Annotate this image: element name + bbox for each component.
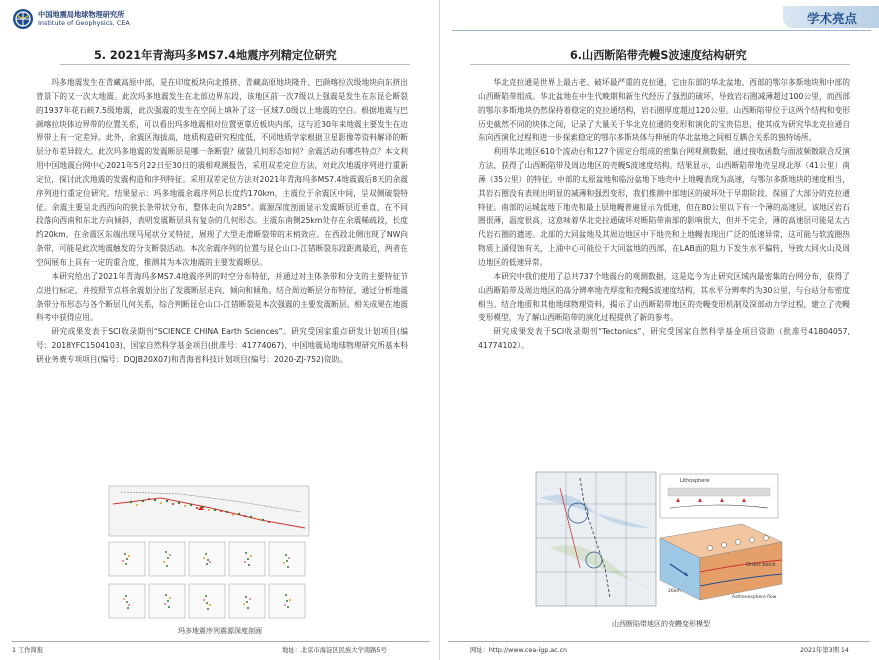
left-article-title: 5. 2021年青海玛多MS7.4地震序列精定位研究 bbox=[94, 49, 337, 62]
institute-name-en: Institute of Geophysics, CEA bbox=[38, 19, 130, 28]
lithosphere-label: Lithosphere bbox=[680, 478, 710, 484]
right-footer-rule bbox=[448, 641, 870, 642]
right-paragraph: 华北克拉通是世界上最古老、破坏最严重的克拉通，它由东部的华北盆地、西部的鄂尔多斯地块和中部的山西断陷带组成。华北盆地在中生代晚期和新生代经历了强烈的破坏，导致岩石圈减薄超过100公里，而西部的鄂尔多斯地块仍然保持着稳定的克拉通结构，岩石圈厚度超过120公里。山西断陷带位于这两个结构和变形历史截然不同的块体之间，记录了大量关于华北克拉通的变形和演化的宝贵信息，使其成为研究华北克拉通自东向西演化过程和进一步探索稳定的鄂尔多斯块体与伸展的华北盆地之间相互耦合关系的独特场所。 bbox=[478, 78, 850, 143]
left-title-rule bbox=[60, 64, 410, 65]
right-title-rule bbox=[470, 64, 850, 65]
right-issue-page: 2021年第3期 14 bbox=[800, 647, 849, 654]
left-figure-caption: 玛多地震序列震源深度剖面 bbox=[178, 627, 262, 635]
right-paragraph: 研究成果发表于SCI收录期刊“Tectonics”，研究受国家自然科学基金项目资助（批准号41804057, 41774102）。 bbox=[478, 327, 850, 351]
left-page bbox=[0, 0, 439, 660]
section-label: 学术亮点 bbox=[806, 11, 857, 26]
left-paragraph: 玛多地震发生在青藏高原中部，是在印度板块向北推挤、青藏高原地块隆升、巴颜喀拉次级地块向东挤出背景下的又一次大地震。此次玛多地震发生在北部边界东段，该地区前一次7级以上强震是发生在东昆仑断裂的1937年花石峡7.5级地震，此次强震的发生在空间上填补了这一区域7.0级以上地震的空白。根据地震与巴颜喀拉块体边界带的位置关系，可以看出玛多地震相对位置更靠近板块内部，这与近30年来地震主要发生在边界带上有一定差异。此外，余震区海拔高，地质构造研究程度低，不同地质学家根据卫星影像等资料解译的断层分布差异较大。此次玛多地震的发震断层是哪一条断裂？破裂几何形态如何？余震活动有哪些特点？本文利用中国地震台网中心2021年5月22日至30日的震相观测报告，采用双差定位方法，对此次地震序列进行重新定位，探讨此次地震的发震构造和序列特征。采用双差定位方法对2021年青海玛多MS7.4地震震后8天的余震序列进行重定位研究。结果显示：玛多地震余震序列总长度约170km，主震位于余震区中间，呈双侧破裂特征。余震主要呈北西西向的狭长条带状分布，整体走向为285°。震源深度剖面显示发震断层近垂直，在不同段落向西南和东北方向倾斜，表明发震断层具有复杂的几何形态。主震东南侧25km处存在余震稀疏段，长度约20km。在余震区东端出现马尾状分叉特征，展现了大型走滑断裂带的末梢效应。在西段北侧出现了NW向条带，可能是此次地震触发的分支断裂活动。本次余震序列的位置与昆仑山口-江错断裂东段距离最近，两者在空间展布上具有一定的重合度，推测其为本次地震的主要发震断层。 bbox=[36, 78, 408, 267]
right-paragraph: 利用华北地区610个流动台和127个固定台组成的密集台网观测数据，通过接收函数与面波频散联合反演方法，获得了山西断陷带及周边地区的壳幔S波速度结构。结果显示，山西断陷带地壳呈现北厚（41公里）南薄（35公里）的特征。中部的太原盆地和临汾盆地下地壳中上地幔表现为高速，与鄂尔多斯地块的速度相当，其岩石圈没有表现出明显的减薄和强烈变形，我们推测中部地区的破坏处于早期阶段，保留了大部分的克拉通特征。南部的运城盆地下地壳和最上层地幔普遍显示为低速，但在80公里以下有一个薄的高速层，该地区岩石圈很薄，温度很高，这意味着华北克拉通破坏对断陷带南部的影响很大，但并不完全，薄的高速层可能是太古代岩石圈的遗迹。北部的大同盆地及其周边地区中下地壳和上地幔表现出广泛的低速异常，这可能与软流圈热物质上涌侵蚀有关，上涌中心可能位于大同盆地的西部，在LAB面的阻力下发生水平偏转，导致大同火山及周边地区的低速异常。 bbox=[478, 147, 850, 267]
right-article-title: 6.山西断陷带壳幔S波速度结构研究 bbox=[570, 49, 747, 62]
footer-website: 网址：http://www.cea-igp.ac.cn bbox=[470, 647, 568, 654]
left-paragraph: 本研究给出了2021年青海玛多MS7.4地震序列的时空分布特征，并通过对主体条带和分支的主要特征节点进行标定，并按照节点将余震划分出了发震断层走向、倾向和倾角。结合周边断层分布特征，通过分析地震条带分布形态与各个断层几何关系，综合判断昆仑山口-江错断裂是本次强震的主要发震断层。相关成果在地震科考中获得应用。 bbox=[36, 271, 408, 323]
aftershock-profile-figure bbox=[91, 484, 321, 622]
right-article-body bbox=[478, 76, 850, 353]
left-page-number: 1 工作简报 bbox=[12, 647, 44, 654]
depth-label: 26km bbox=[668, 589, 681, 594]
ordos-label: Ordos block bbox=[746, 562, 776, 568]
institute-name-cn: 中国地震局地球物理研究所 bbox=[38, 10, 125, 20]
header-rule bbox=[452, 30, 871, 31]
left-paragraph: 研究成果发表于SCI收录期刊“SCIENCE CHINA Earth Sciences”。研究受国家重点研发计划项目(编号：2018YFC1504103)、国家自然科学基金项目(批准号：41774067)、中国地震局地球物理研究所基本科研业务费专项项目(编号：DQJB20X07)和青海省科技计划项目(编号：2020-ZJ-752)资助。 bbox=[36, 327, 408, 364]
left-footer-rule bbox=[12, 641, 430, 642]
footer-address: 地址：北京市海淀区民族大学南路5号 bbox=[282, 647, 387, 654]
institute-logo bbox=[12, 8, 130, 30]
globe-logo-icon bbox=[12, 8, 34, 30]
right-paragraph: 本研究中我们使用了总共737个地震台的观测数据，这是迄今为止研究区域内最密集的台网分布，获得了山西断陷带及周边地区的高分辨率地壳厚度和壳幔S波速度结构，其水平分辨率约为30公里，与台站分布密度相当。结合地质和其他地球物理资料，揭示了山西断陷带地区的壳幔变形机制及深部动力学过程，建立了壳幔变形模型，为了解山西断陷带的演化过程提供了新的参考。 bbox=[478, 271, 850, 323]
asthenosphere-label: Asthenosphere flow bbox=[732, 595, 777, 600]
right-figure-caption: 山西断陷带地区的壳幔变形模型 bbox=[612, 620, 710, 628]
left-article-body bbox=[36, 76, 408, 367]
deformation-model-figure bbox=[510, 468, 790, 613]
